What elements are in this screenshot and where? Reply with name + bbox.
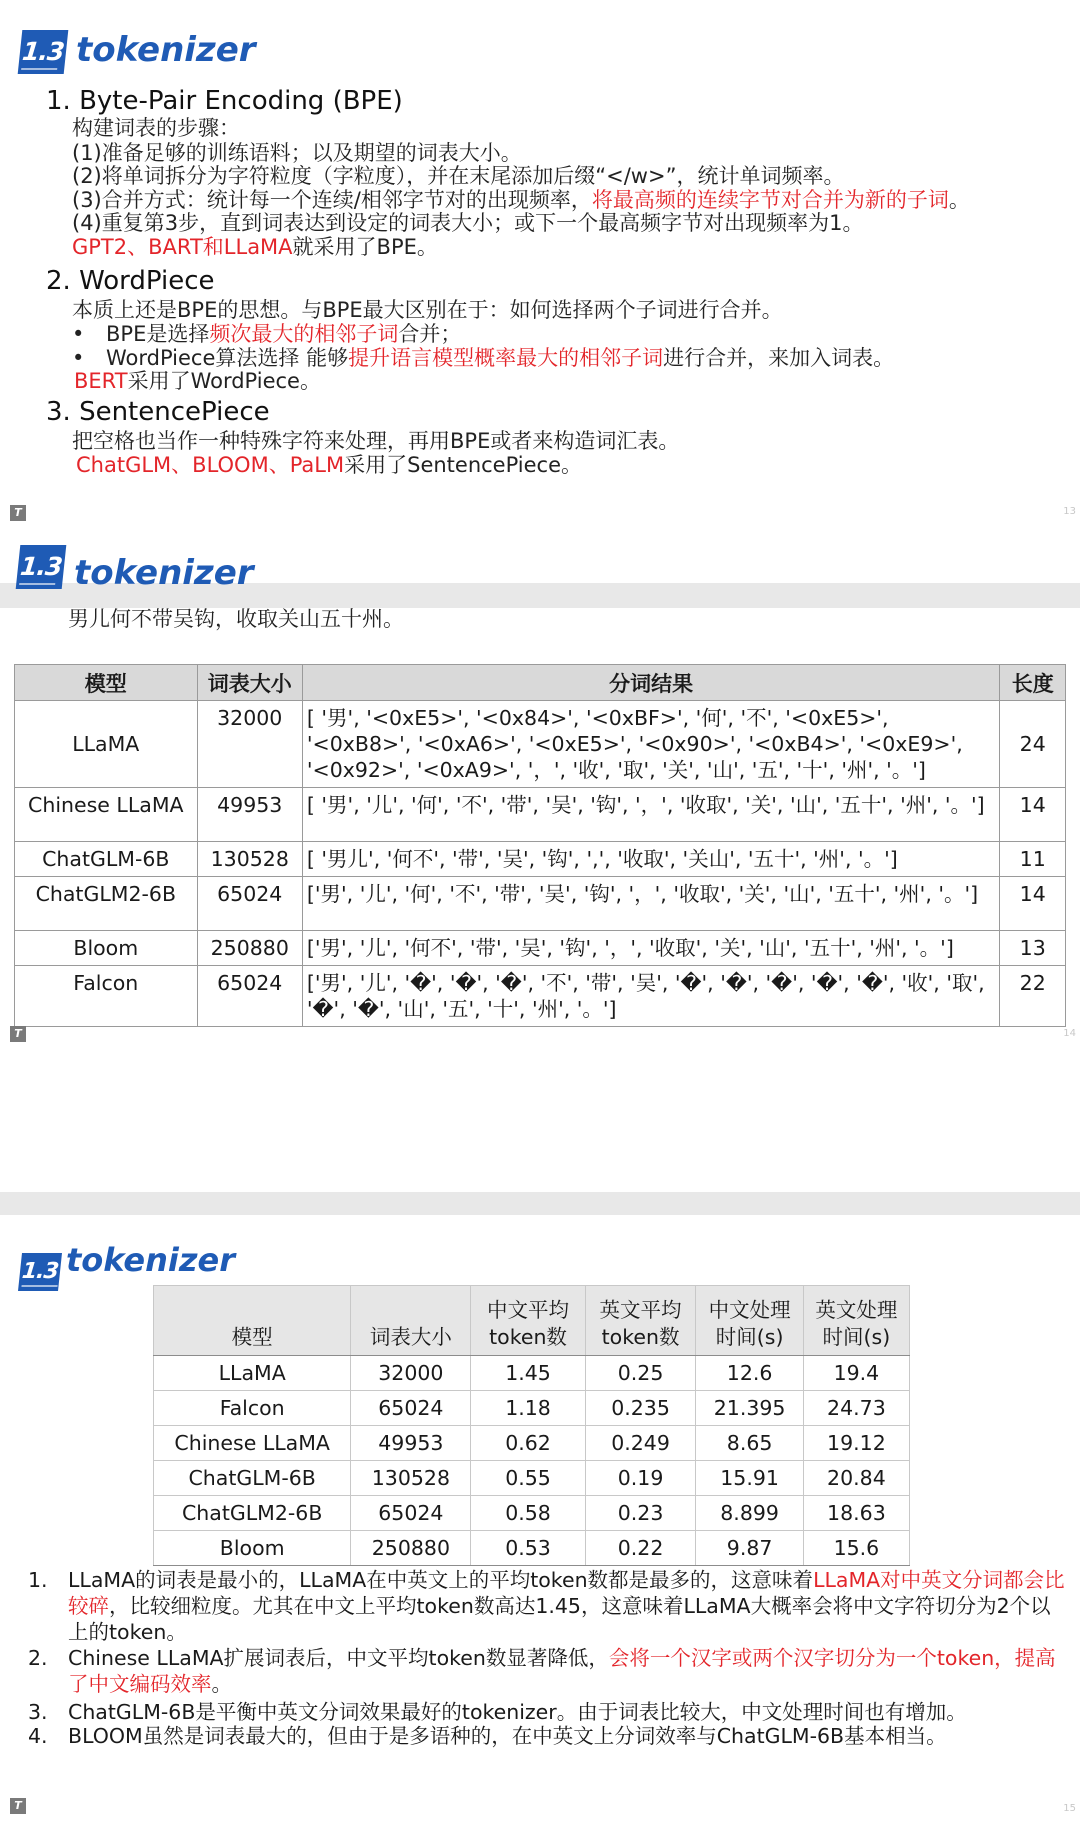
note-number: 4. <box>28 1724 48 1748</box>
cell-vocab: 250880 <box>197 931 302 966</box>
note-text-c: ，比较细粒度。尤其在中文上平均token数高达1.45，这意味着LLaMA大概率会将中文字符切分为2个以上的token。 <box>68 1594 1051 1644</box>
table-cell: 32000 <box>351 1356 471 1391</box>
table-cell: 19.12 <box>803 1426 909 1461</box>
table-cell: 0.25 <box>585 1356 696 1391</box>
cell-result: ['男', '儿', '�', '�', '�', '不', '带', '吴', '�', '�', '�', '�', '�', '收', '取', '�', '�', '山', '五', '十', '州', '。'] <box>302 966 1000 1027</box>
sp-models: ChatGLM、BLOOM、PaLM <box>76 453 345 477</box>
slide-bpe <box>0 0 1080 583</box>
table-cell: 49953 <box>351 1426 471 1461</box>
table-cell: 130528 <box>351 1461 471 1496</box>
table-header-row <box>154 1286 910 1356</box>
table-cell: 8.65 <box>696 1426 803 1461</box>
table-cell: 12.6 <box>696 1356 803 1391</box>
col-header-vocab: 词表大小 <box>351 1286 471 1356</box>
table-cell: 0.58 <box>471 1496 585 1531</box>
cell-length: 22 <box>1000 966 1066 1027</box>
col-header-zh-time: 中文处理 时间(s) <box>696 1286 803 1356</box>
bpe-models: GPT2、BART和LLaMA <box>72 235 293 259</box>
table-row <box>154 1391 910 1426</box>
note-text-c: 。 <box>211 1672 232 1696</box>
cell-model: LLaMA <box>15 701 198 788</box>
table-cell: 24.73 <box>803 1391 909 1426</box>
cell-vocab: 65024 <box>197 966 302 1027</box>
cell-model: Bloom <box>15 931 198 966</box>
wordpiece-heading: 2. WordPiece <box>46 266 215 296</box>
table-cell: 250880 <box>351 1531 471 1566</box>
logo-icon: T <box>10 1798 26 1814</box>
note-text-a: Chinese LLaMA扩展词表后，中文平均token数显著降低， <box>68 1646 609 1670</box>
bpe-line-4-a: (3)合并方式：统计每一个连续/相邻字节对的出现频率， <box>72 188 592 212</box>
table-cell: Falcon <box>154 1391 351 1426</box>
cell-vocab: 32000 <box>197 701 302 788</box>
note-text <box>68 1645 1068 1697</box>
cell-result: [ '男', '儿', '何', '不', '带', '吴', '钩', '，', '收取', '关', '山', '五十', '州', '。'] <box>302 788 1000 842</box>
wp-b1-a: BPE是选择 <box>106 322 210 346</box>
note-item <box>28 1567 1068 1645</box>
bpe-line-6-b: 就采用了BPE。 <box>292 235 438 259</box>
table-row <box>15 842 1066 877</box>
cell-length: 13 <box>1000 931 1066 966</box>
wp-b2-highlight: 提升语言模型概率最大的相邻子词 <box>348 346 664 370</box>
bpe-line-5: (4)重复第3步，直到词表达到设定的词表大小；或下一个最高频字节对出现频率为1。 <box>72 211 864 235</box>
wp-line-4-b: 采用了WordPiece。 <box>127 369 321 393</box>
cell-length: 14 <box>1000 788 1066 842</box>
sentencepiece-heading: 3. SentencePiece <box>46 397 270 427</box>
cell-vocab: 65024 <box>197 877 302 931</box>
col-header-vocab: 词表大小 <box>197 665 302 701</box>
bpe-line-3: (2)将单词拆分为字符粒度（字粒度），并在末尾添加后缀“</w>”，统计单词频率。 <box>72 164 845 188</box>
table-row <box>154 1356 910 1391</box>
wordpiece-line-1: 本质上还是BPE的思想。与BPE最大区别在于：如何选择两个子词进行合并。 <box>72 298 783 322</box>
tokenization-table <box>14 664 1066 1027</box>
cell-length: 14 <box>1000 877 1066 931</box>
note-highlight: LLaMA对中英文分词都会比较碎 <box>68 1568 1065 1618</box>
table-cell: 0.19 <box>585 1461 696 1496</box>
note-number: 1. <box>28 1568 48 1592</box>
table-row <box>154 1461 910 1496</box>
sp-line-2-b: 采用了SentencePiece。 <box>344 453 583 477</box>
table-header-row <box>15 665 1066 701</box>
note-item <box>28 1645 1068 1697</box>
cell-result: [ '男', '<0xE5>', '<0x84>', '<0xBF>', '何', '不', '<0xE5>', '<0xB8>', '<0xA6>', '<0xE5>', '<0x90>', '<0xB4>', '<0xE9>', '<0x92>', '<0xA9>', '，', '收', '取', '关', '山', '五', '十', '州', '。'] <box>302 701 1000 788</box>
col-header-result: 分词结果 <box>302 665 1000 701</box>
table-row <box>15 788 1066 842</box>
table-cell: 0.53 <box>471 1531 585 1566</box>
table-cell: 1.45 <box>471 1356 585 1391</box>
note-number: 2. <box>28 1646 48 1670</box>
col-header-model: 模型 <box>15 665 198 701</box>
sentencepiece-line-1: 把空格也当作一种特殊字符来处理，再用BPE或者来构造词汇表。 <box>72 429 680 453</box>
note-item <box>28 1699 1068 1725</box>
wp-b1-highlight: 频次最大的相邻子词 <box>209 322 399 346</box>
bullet-dot: • <box>72 322 85 346</box>
slide-tokenizer-comparison <box>0 1215 1080 1823</box>
wp-models: BERT <box>74 369 128 393</box>
page-number: 15 <box>1063 1803 1076 1814</box>
note-highlight: 会将一个汉字或两个汉字切分为一个token，提高了中文编码效率 <box>68 1646 1056 1696</box>
col-header-en-tokens: 英文平均 token数 <box>585 1286 696 1356</box>
page-number: 13 <box>1063 506 1076 517</box>
col-header-length: 长度 <box>1000 665 1066 701</box>
table-cell: 0.22 <box>585 1531 696 1566</box>
cell-result: [ '男儿', '何不', '带', '吴', '钩', ',', '收取', '关山', '五十', '州', '。'] <box>302 842 1000 877</box>
bpe-line-4-c: 。 <box>948 188 970 212</box>
section-badge: 1.3 <box>16 545 67 589</box>
note-number: 3. <box>28 1700 48 1724</box>
bpe-heading: 1. Byte-Pair Encoding (BPE) <box>46 86 403 116</box>
note-text: ChatGLM-6B是平衡中英文分词效果最好的tokenizer。由于词表比较大，中文处理时间也有增加。 <box>68 1700 967 1724</box>
table-cell: 21.395 <box>696 1391 803 1426</box>
table-row <box>15 931 1066 966</box>
section-badge: 1.3 <box>18 1253 62 1291</box>
cell-result: ['男', '儿', '何', '不', '带', '吴', '钩', '，', '收取', '关', '山', '五十', '州', '。'] <box>302 877 1000 931</box>
bpe-line-2: (1)准备足够的训练语料；以及期望的词表大小。 <box>72 141 522 165</box>
table-row <box>154 1426 910 1461</box>
table-cell: 15.91 <box>696 1461 803 1496</box>
bpe-line-1: 构建词表的步骤： <box>72 116 240 140</box>
logo-icon: T <box>10 1026 26 1042</box>
table-cell: 9.87 <box>696 1531 803 1566</box>
cell-result: ['男', '儿', '何不', '带', '吴', '钩', '，', '收取', '关', '山', '五十', '州', '。'] <box>302 931 1000 966</box>
wp-b1-c: 合并； <box>398 322 462 346</box>
note-item <box>28 1723 1068 1749</box>
table-cell: ChatGLM-6B <box>154 1461 351 1496</box>
note-text: BLOOM虽然是词表最大的，但由于是多语种的，在中英文上分词效率与ChatGLM-6B基本相当。 <box>68 1724 947 1748</box>
page-number: 14 <box>1063 1028 1076 1039</box>
table-cell: 1.18 <box>471 1391 585 1426</box>
cell-model: ChatGLM-6B <box>15 842 198 877</box>
table-cell: 19.4 <box>803 1356 909 1391</box>
bpe-line-6 <box>72 231 438 261</box>
wp-b2-c: 进行合并，来加入词表。 <box>663 346 895 370</box>
table-cell: 15.6 <box>803 1531 909 1566</box>
cell-model: Chinese LLaMA <box>15 788 198 842</box>
table-row <box>15 877 1066 931</box>
table-cell: 65024 <box>351 1391 471 1426</box>
table-cell: 8.899 <box>696 1496 803 1531</box>
table-row <box>154 1531 910 1566</box>
col-header-en-time: 英文处理 时间(s) <box>803 1286 909 1356</box>
table-cell: 0.249 <box>585 1426 696 1461</box>
table-cell: 65024 <box>351 1496 471 1531</box>
sentencepiece-line-2 <box>76 449 582 479</box>
cell-model: Falcon <box>15 966 198 1027</box>
comparison-table <box>153 1285 910 1566</box>
example-sentence: 男儿何不带吴钩，收取关山五十州。 <box>68 607 404 631</box>
slide-title: tokenizer <box>74 553 254 593</box>
wp-b2-a: WordPiece算法选择 能够 <box>106 346 349 370</box>
col-header-zh-tokens: 中文平均 token数 <box>471 1286 585 1356</box>
slide-title: tokenizer <box>76 30 256 70</box>
bullet-dot: • <box>72 346 85 370</box>
wordpiece-line-4 <box>74 365 321 395</box>
table-cell: Bloom <box>154 1531 351 1566</box>
note-text <box>68 1567 1068 1645</box>
table-cell: Chinese LLaMA <box>154 1426 351 1461</box>
table-cell: 0.62 <box>471 1426 585 1461</box>
table-row <box>15 701 1066 788</box>
table-cell: 0.23 <box>585 1496 696 1531</box>
cell-vocab: 130528 <box>197 842 302 877</box>
cell-length: 11 <box>1000 842 1066 877</box>
cell-model: ChatGLM2-6B <box>15 877 198 931</box>
cell-vocab: 49953 <box>197 788 302 842</box>
cell-length: 24 <box>1000 701 1066 788</box>
slide-title: tokenizer <box>66 1241 235 1279</box>
table-cell: 0.55 <box>471 1461 585 1496</box>
note-text-a: LLaMA的词表是最小的，LLaMA在中英文上的平均token数都是最多的，这意味着 <box>68 1568 814 1592</box>
table-cell: 18.63 <box>803 1496 909 1531</box>
table-cell: 0.235 <box>585 1391 696 1426</box>
table-cell: ChatGLM2-6B <box>154 1496 351 1531</box>
col-header-model: 模型 <box>154 1286 351 1356</box>
table-row <box>15 966 1066 1027</box>
table-row <box>154 1496 910 1531</box>
logo-icon: T <box>10 505 26 521</box>
slide-tokenization-content <box>0 530 1080 1113</box>
section-badge: 1.3 <box>18 30 69 74</box>
table-cell: 20.84 <box>803 1461 909 1496</box>
table-cell: LLaMA <box>154 1356 351 1391</box>
bpe-highlight: 将最高频的连续字节对合并为新的子词 <box>591 188 949 212</box>
